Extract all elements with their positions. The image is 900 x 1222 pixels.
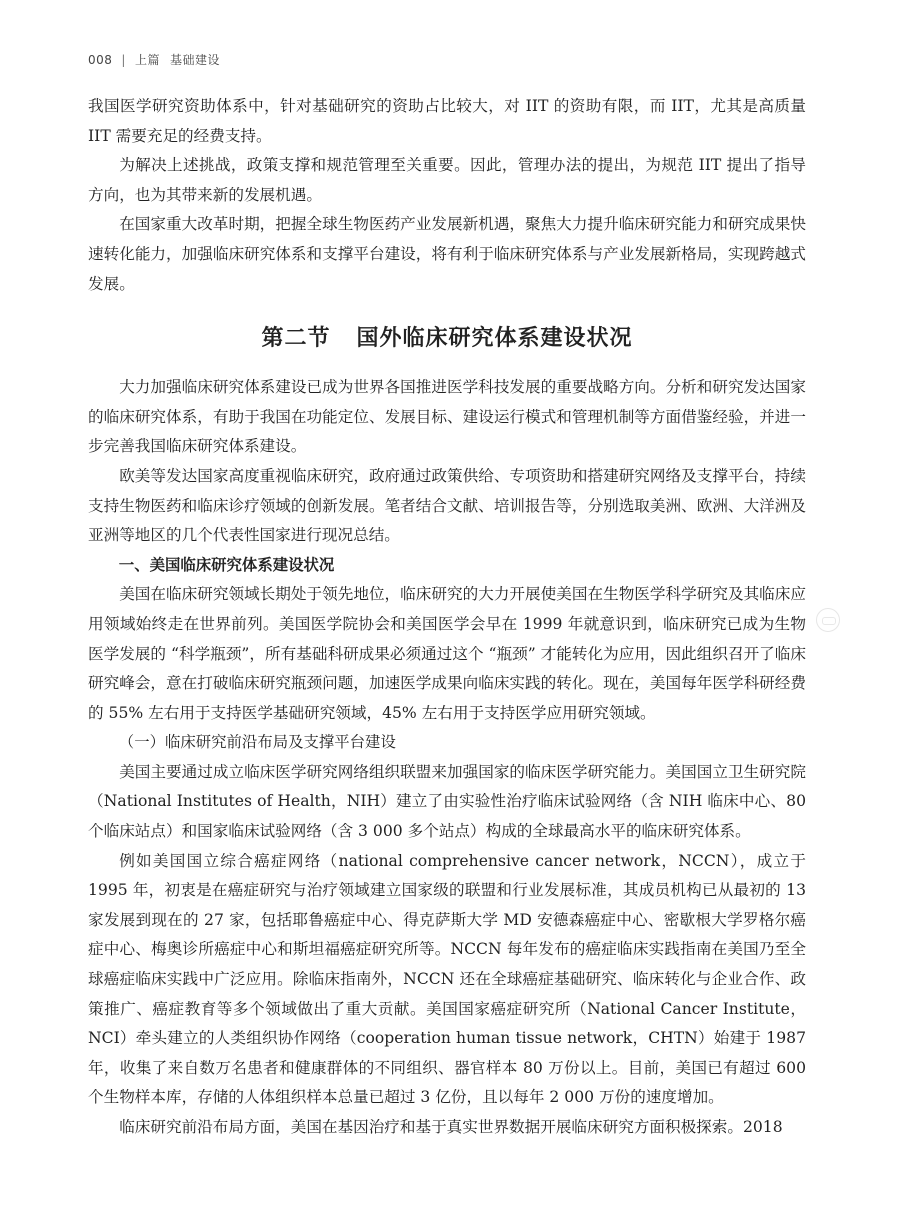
- paragraph: 欧美等发达国家高度重视临床研究，政府通过政策供给、专项资助和搭建研究网络及支撑平台，持续支持生物医药和临床诊疗领域的创新发展。笔者结合文献、培训报告等，分别选取美洲、欧洲、大洋洲及亚洲等地区的几个代表性国家进行现况总结。: [88, 466, 806, 545]
- paragraph: 美国在临床研究领域长期处于领先地位，临床研究的大力开展使美国在生物医学科学研究及其临床应用领域始终走在世界前列。美国医学院协会和美国医学会早在 1999 年就意识到，临床研究已成为生物医学发展的 “科学瓶颈”，所有基础科研成果必须通过这个 “瓶颈” 才能转化为应用，因此组织召开了临床研究峰会，意在打破临床研究瓶颈问题，加速医学成果向临床实践的转化。现在，美国每年医学科研经费的 55% 左右用于支持医学基础研究领域，45% 左右用于支持医学应用研究领域。: [88, 585, 806, 722]
- header-chapter: 基础建设: [169, 53, 220, 67]
- subsection-heading: 一、美国临床研究体系建设状况: [118, 555, 335, 574]
- page-body: [88, 92, 806, 1143]
- page-number: 008: [88, 53, 113, 67]
- running-header: [88, 51, 220, 68]
- header-separator: |: [121, 53, 126, 67]
- paragraph: 为解决上述挑战，政策支撑和规范管理至关重要。因此，管理办法的提出，为规范 IIT 提出了指导方向，也为其带来新的发展机遇。: [88, 156, 806, 204]
- paragraph: 大力加强临床研究体系建设已成为世界各国推进医学科技发展的重要战略方向。分析和研究发达国家的临床研究体系，有助于我国在功能定位、发展目标、建设运行模式和管理机制等方面借鉴经验，并进一步完善我国临床研究体系建设。: [88, 378, 806, 456]
- paragraph: 在国家重大改革时期，把握全球生物医药产业发展新机遇，聚焦大力提升临床研究能力和研究成果快速转化能力，加强临床研究体系和支撑平台建设，将有利于临床研究体系与产业发展新格局，实现跨越式发展。: [88, 215, 806, 293]
- section-title-text: 国外临床研究体系建设状况: [356, 326, 633, 352]
- paragraph: 美国主要通过成立临床医学研究网络组织联盟来加强国家的临床医学研究能力。美国国立卫生研究院（National Institutes of Health，NIH）建立了由实验性治疗临床试验网络（含 NIH 临床中心、80 个临床站点）和国家临床试验网络（含 3 000 多个站点）构成的全球最高水平的临床研究体系。: [88, 762, 806, 841]
- header-part: 上篇: [134, 53, 160, 67]
- sub-subsection-heading: （一）临床研究前沿布局及支撑平台建设: [118, 733, 396, 752]
- faint-stamp-icon: [816, 608, 840, 632]
- section-title: [88, 321, 806, 357]
- paragraph: 我国医学研究资助体系中，针对基础研究的资助占比较大，对 IIT 的资助有限，而 IIT，尤其是高质量 IIT 需要充足的经费支持。: [88, 97, 806, 145]
- section-number: 第二节: [261, 326, 331, 352]
- paragraph: 例如美国国立综合癌症网络（national comprehensive cancer network，NCCN），成立于 1995 年，初衷是在癌症研究与治疗领域建立国家级的联盟和行业发展标准，其成员机构已从最初的 13 家发展到现在的 27 家，包括耶鲁癌症中心、得克萨斯大学 MD 安德森癌症中心、密歇根大学罗格尔癌症中心、梅奥诊所癌症中心和斯坦福癌症研究所等。NCCN 每年发布的癌症临床实践指南在美国乃至全球癌症临床实践中广泛应用。除临床指南外，NCCN 还在全球癌症基础研究、临床转化与企业合作、政策推广、癌症教育等多个领域做出了重大贡献。美国国家癌症研究所（National Cancer Institute，NCI）牵头建立的人类组织协作网络（cooperation human tissue network，CHTN）始建于 1987 年，收集了来自数万名患者和健康群体的不同组织、器官样本 80 万份以上。目前，美国已有超过 600 个生物样本库，存储的人体组织样本总量已超过 3 亿份，且以每年 2 000 万份的速度增加。: [88, 851, 806, 1107]
- paragraph: 临床研究前沿布局方面，美国在基因治疗和基于真实世界数据开展临床研究方面积极探索。2018: [119, 1118, 783, 1136]
